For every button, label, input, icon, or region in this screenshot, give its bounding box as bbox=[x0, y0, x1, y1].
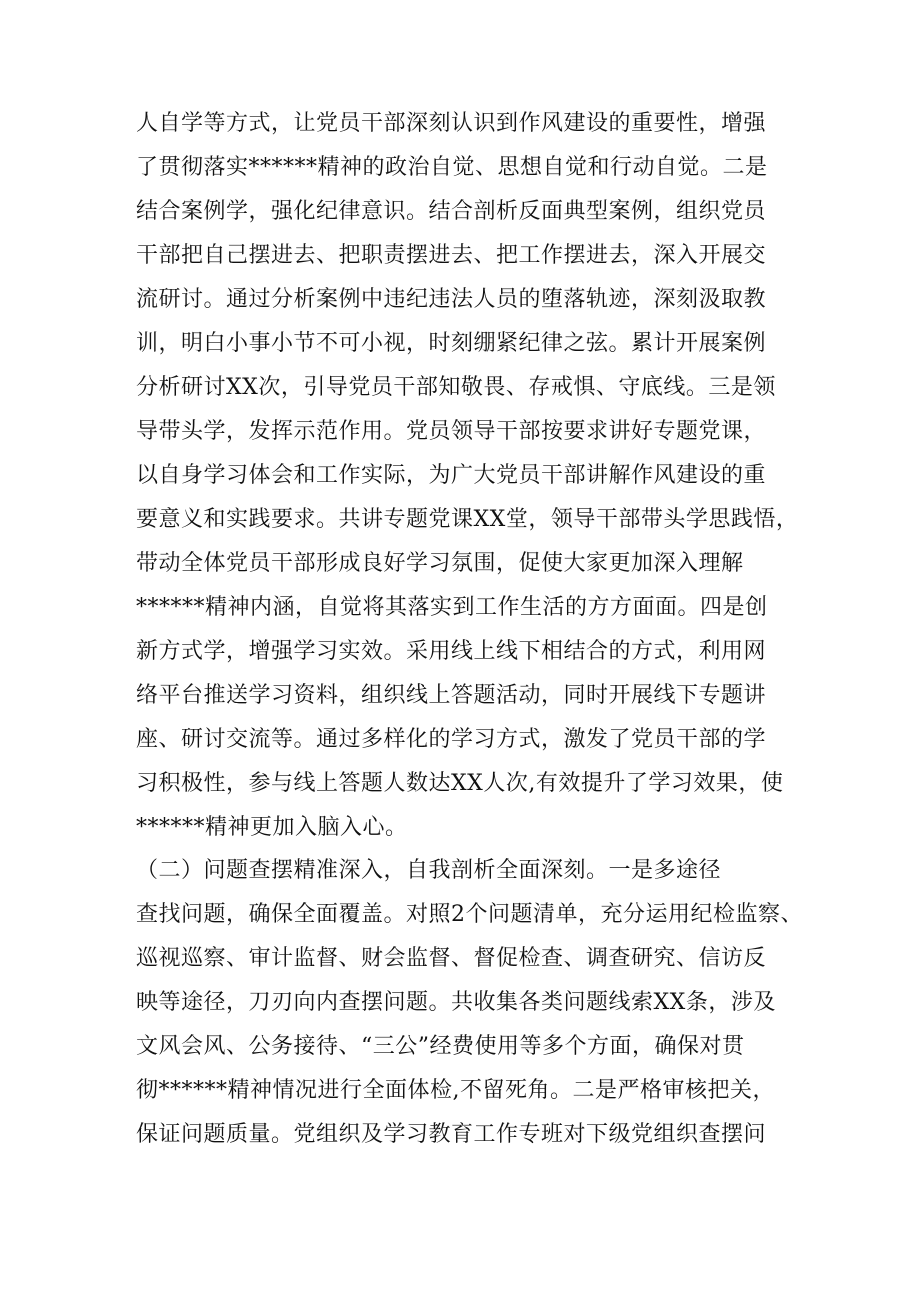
paragraph-problem-review bbox=[136, 849, 803, 1157]
text-line: 文风会风、公务接待、“三公”经费使用等多个方面，确保对贯 bbox=[136, 1034, 745, 1059]
text-line: 导带头学，发挥示范作用。党员领导干部按要求讲好专题党课， bbox=[136, 419, 767, 444]
text-line: 结合案例学，强化纪律意识。结合剖析反面典型案例，组织党员 bbox=[136, 199, 767, 224]
text-line: （二）问题查摆精准深入，自我剖析全面深刻。一是多途径 bbox=[136, 858, 722, 883]
text-line: 训，明白小事小节不可小视，时刻绷紧纪律之弦。累计开展案例 bbox=[136, 331, 767, 356]
text-line: 人自学等方式，让党员干部深刻认识到作风建设的重要性，增强 bbox=[136, 111, 767, 136]
text-line: 分析研讨XX次，引导党员干部知敬畏、存戒惧、守底线。三是领 bbox=[136, 375, 776, 400]
text-line: 新方式学，增强学习实效。采用线上线下相结合的方式，利用网 bbox=[136, 639, 767, 664]
text-line: 了贯彻落实******精神的政治自觉、思想自觉和行动自觉。二是 bbox=[136, 155, 768, 180]
text-line: 巡视巡察、审计监督、财会监督、督促检查、调查研究、信访反 bbox=[136, 946, 767, 971]
text-line: 带动全体党员干部形成良好学习氛围，促使大家更加深入理解 bbox=[136, 551, 744, 576]
text-line: 要意义和实践要求。共讲专题党课XX堂，领导干部带头学思践悟， bbox=[136, 507, 799, 532]
text-line: 以自身学习体会和工作实际，为广大党员干部讲解作风建设的重 bbox=[136, 463, 767, 488]
text-line: 络平台推送学习资料，组织线上答题活动，同时开展线下专题讲 bbox=[136, 683, 767, 708]
text-line: 彻******精神情况进行全面体检,不留死角。二是严格审核把关， bbox=[136, 1078, 775, 1103]
text-line: 习积极性，参与线上答题人数达XX人次,有效提升了学习效果，使 bbox=[136, 771, 784, 796]
text-line: ******精神更加入脑入心。 bbox=[136, 815, 408, 840]
paragraph-study-methods bbox=[136, 102, 799, 850]
text-line: 查找问题，确保全面覆盖。对照2个问题清单，充分运用纪检监察、 bbox=[136, 902, 803, 927]
text-line: 保证问题质量。党组织及学习教育工作专班对下级党组织查摆问 bbox=[136, 1122, 767, 1147]
text-line: ******精神内涵，自觉将其落实到工作生活的方方面面。四是创 bbox=[136, 595, 768, 620]
text-line: 流研讨。通过分析案例中违纪违法人员的堕落轨迹，深刻汲取教 bbox=[136, 287, 767, 312]
text-line: 干部把自己摆进去、把职责摆进去、把工作摆进去，深入开展交 bbox=[136, 243, 767, 268]
text-line: 映等途径，刀刃向内查摆问题。共收集各类问题线索XX条，涉及 bbox=[136, 990, 776, 1015]
text-line: 座、研讨交流等。通过多样化的学习方式，激发了党员干部的学 bbox=[136, 727, 767, 752]
